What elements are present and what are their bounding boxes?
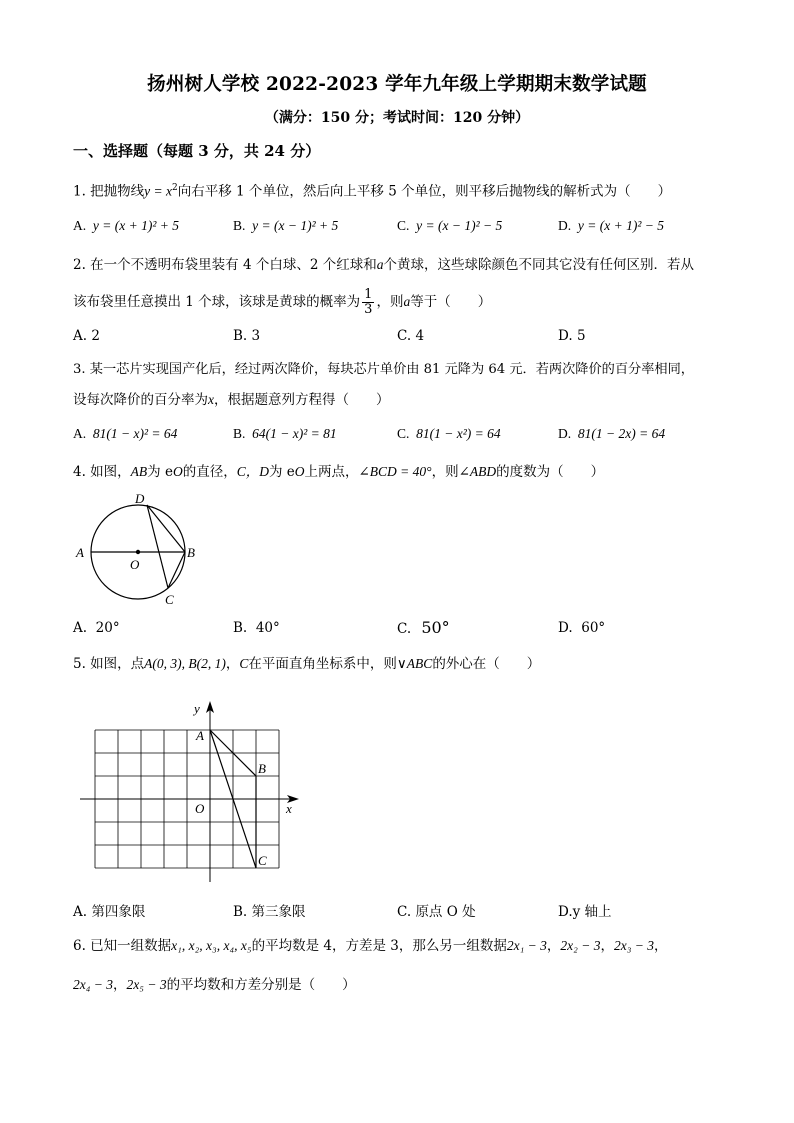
- question-6-line-1: 6. 已知一组数据x₁, x₂, x₃, x₄, x₅的平均数是 4，方差是 3，那么另一组数据2x₁ − 3，2x₂ − 3，2x₃ − 3，: [73, 938, 668, 954]
- q4-option-b[interactable]: B. 40°: [233, 620, 280, 636]
- q5-option-c[interactable]: C. 原点 O 处: [397, 904, 476, 920]
- label-y: y: [194, 701, 200, 716]
- exam-info: （满分：150 分；考试时间：120 分钟）: [264, 110, 530, 126]
- label-c: C: [165, 592, 174, 607]
- q4-option-a[interactable]: A. 20°: [73, 620, 120, 636]
- circle-figure: [70, 490, 205, 610]
- q2-option-a[interactable]: A. 2: [73, 328, 100, 344]
- q4-option-d[interactable]: D. 60°: [558, 620, 606, 636]
- question-5: 5. 如图，点A(0, 3), B(2, 1)，C在平面直角坐标系中，则∨ABC的外心在（ ）: [73, 656, 541, 672]
- q1-option-c[interactable]: C. y = (x − 1)² − 5: [397, 218, 503, 233]
- label-o: O: [195, 801, 205, 816]
- question-2-line-1: 2. 在一个不透明布袋里装有 4 个白球、2 个红球和a个黄球，这些球除颜色不同其它没有任何区别．若从: [73, 257, 694, 273]
- label-a: A: [76, 545, 84, 560]
- q3-option-a[interactable]: A. 81(1 − x)² = 64: [73, 426, 178, 441]
- center-point: [136, 550, 140, 554]
- q3-option-c[interactable]: C. 81(1 − x²) = 64: [397, 426, 501, 441]
- q1-option-a[interactable]: A. y = (x + 1)² + 5: [73, 218, 179, 233]
- chord-cb: [168, 552, 185, 588]
- q2-option-d[interactable]: D. 5: [558, 328, 586, 344]
- q2-option-c[interactable]: C. 4: [397, 328, 425, 344]
- q4-option-c[interactable]: C. 50°: [397, 618, 450, 637]
- q3-option-b[interactable]: B. 64(1 − x)² = 81: [233, 426, 337, 441]
- label-c: C: [258, 853, 267, 868]
- q3-option-d[interactable]: D. 81(1 − 2x) = 64: [558, 426, 666, 441]
- coordinate-grid-figure: [75, 695, 305, 885]
- q5-option-b[interactable]: B. 第三象限: [233, 904, 306, 920]
- label-o: O: [130, 557, 140, 572]
- question-6-line-2: 2x₄ − 3，2x₅ − 3的平均数和方差分别是（ ）: [73, 977, 356, 993]
- section-title: 一、选择题（每题 3 分，共 24 分）: [73, 142, 321, 160]
- question-2-line-2: 该布袋里任意摸出 1 个球，该球是黄球的概率为 $\frac{1}{3}$ ，则a等于（ ）: [73, 287, 492, 317]
- q1-option-d[interactable]: D. y = (x + 1)² − 5: [558, 218, 664, 233]
- q5-option-d[interactable]: D.y 轴上: [558, 904, 612, 920]
- q5-option-a[interactable]: A. 第四象限: [73, 904, 146, 920]
- label-a: A: [196, 728, 204, 743]
- probability-fraction: $\frac{1}{3}$: [364, 287, 373, 317]
- label-b: B: [258, 761, 266, 776]
- question-1: 1. 把抛物线$y = x^2$向右平移 1 个单位，然后向上平移 5 个单位，则平移后抛物线的解析式为（ ）: [73, 183, 672, 200]
- label-d: D: [135, 491, 145, 506]
- q1-option-b[interactable]: B. y = (x − 1)² + 5: [233, 218, 339, 233]
- label-x: x: [286, 801, 292, 816]
- page-title: 扬州树人学校 2022-2023 学年九年级上学期期末数学试题: [147, 74, 647, 95]
- q2-option-b[interactable]: B. 3: [233, 328, 261, 344]
- question-3-line-1: 3. 某一芯片实现国产化后，经过两次降价，每块芯片单价由 81 元降为 64 元．若两次降价的百分率相同，: [73, 362, 694, 377]
- question-3-line-2: 设每次降价的百分率为x，根据题意列方程得（ ）: [73, 392, 390, 408]
- question-4: 4. 如图，AB为 eO的直径，C，D为 eO上两点，∠BCD = 40°，则∠ABD的度数为（ ）: [73, 464, 605, 480]
- label-b: B: [187, 545, 195, 560]
